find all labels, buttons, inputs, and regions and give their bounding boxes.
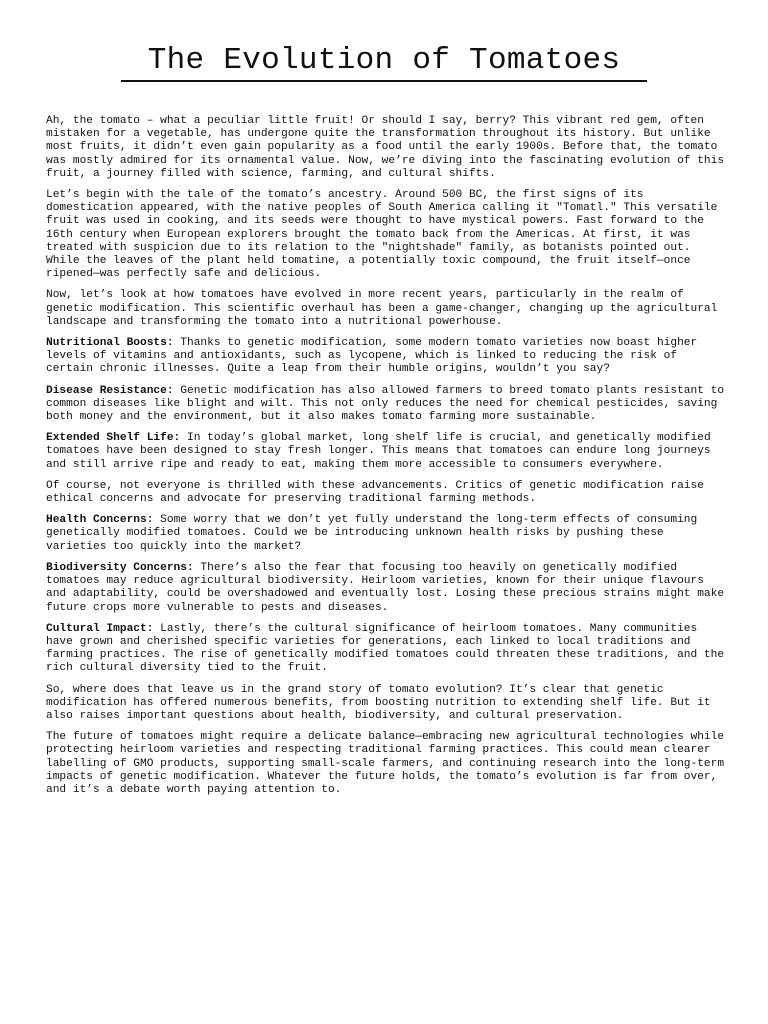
paragraph-text: The future of tomatoes might require a delicate balance—embracing new agricultural technologies while protecting heirloom varieties and respecting traditional farming practices. This could mean clearer labelling of GMO products, supporting small-scale farmers, and continuing research into the long-term impacts of genetic modification. Whatever the future holds, the tomato’s evolution is far from over, and it’s a debate worth paying attention to. <box>46 731 725 796</box>
paragraph-label: Disease Resistance: <box>46 384 174 397</box>
paragraph-ancestry <box>46 189 726 281</box>
paragraph-intro <box>46 115 726 181</box>
paragraph-label: Biodiversity Concerns: <box>46 561 194 574</box>
paragraph-extended-shelf-life <box>46 432 726 472</box>
paragraph-cultural-impact <box>46 623 726 676</box>
paragraph-future <box>46 731 726 797</box>
paragraph-text: Ah, the tomato – what a peculiar little fruit! Or should I say, berry? This vibrant red gem, often mistaken for a vegetable, has undergone quite the transformation throughout its history. But unlike most fruits, it didn’t even gain popularity as a food until the early 1900s. Before that, the tomato was mostly admired for its ornamental value. Now, we’re diving into the fascinating evolution of this fruit, a journey filled with science, farming, and cultural shifts. <box>46 115 725 180</box>
paragraph-label: Extended Shelf Life: <box>46 432 181 445</box>
paragraph-text: Now, let’s look at how tomatoes have evolved in more recent years, particularly in the realm of genetic modification. This scientific overhaul has been a game-changer, changing up the agricultural landscape and transforming the tomato into a nutritional powerhouse. <box>46 289 718 328</box>
paragraph-critics <box>46 480 726 506</box>
title-underline <box>121 80 647 82</box>
paragraph-text: Thanks to genetic modification, some modern tomato varieties now boast higher levels of vitamins and antioxidants, such as lycopene, which is linked to reducing the risk of certain chronic illnesses. Quite a leap from their humble origins, wouldn’t you say? <box>46 337 698 376</box>
paragraph-nutritional-boosts <box>46 337 726 377</box>
paragraph-recent-evolution <box>46 289 726 329</box>
document-title: The Evolution of Tomatoes <box>147 43 621 78</box>
paragraph-biodiversity-concerns <box>46 562 726 615</box>
paragraph-text: There’s also the fear that focusing too heavily on genetically modified tomatoes may reduce agricultural biodiversity. Heirloom varieties, known for their unique flavours and adaptability, could be overshadowed and eventually lost. Losing these precious strains might make future crops more vulnerable to pests and diseases. <box>46 561 725 614</box>
paragraph-text: Lastly, there’s the cultural significance of heirloom tomatoes. Many communities have grown and cherished specific varieties for generations, each linked to local traditions and farming practices. The rise of genetically modified tomatoes could threaten these traditions, and the rich cultural diversity tied to the fruit. <box>46 622 725 675</box>
document-body <box>46 115 726 805</box>
paragraph-text: Let’s begin with the tale of the tomato’s ancestry. Around 500 BC, the first signs of its domestication appeared, with the native peoples of South America calling it "Tomatl." This versatile fruit was used in cooking, and its seeds were thought to have mystical powers. Fast forward to the 16th century when European explorers brought the tomato back from the Americas. At first, it was treated with suspicion due to its relation to the "nightshade" family, as botanists pointed out. While the leaves of the plant held tomatine, a potentially toxic compound, the fruit itself—once ripened—was perfectly safe and delicious. <box>46 189 718 281</box>
paragraph-conclusion <box>46 684 726 724</box>
paragraph-text: Some worry that we don’t yet fully understand the long-term effects of consuming genetically modified tomatoes. Could we be introducing unknown health risks by pushing these varieties too quickly into the market? <box>46 514 698 553</box>
paragraph-text: In today’s global market, long shelf life is crucial, and genetically modified tomatoes have been designed to stay fresh longer. This means that tomatoes can endure long journeys and still arrive ripe and ready to eat, making them more accessible to consumers everywhere. <box>46 432 711 471</box>
paragraph-label: Cultural Impact: <box>46 622 154 635</box>
paragraph-text: Of course, not everyone is thrilled with these advancements. Critics of genetic modification raise ethical concerns and advocate for preserving traditional farming methods. <box>46 479 704 506</box>
paragraph-label: Health Concerns: <box>46 514 154 527</box>
paragraph-text: Genetic modification has also allowed farmers to breed tomato plants resistant to common diseases like blight and wilt. This not only reduces the need for chemical pesticides, saving both money and the environment, but it also makes tomato farming more sustainable. <box>46 384 725 424</box>
paragraph-health-concerns <box>46 514 726 554</box>
paragraph-label: Nutritional Boosts: <box>46 337 174 350</box>
paragraph-text: So, where does that leave us in the grand story of tomato evolution? It’s clear that genetic modification has offered numerous benefits, from boosting nutrition to extending shelf life. But it also raises important questions about health, biodiversity, and cultural preservation. <box>46 683 711 722</box>
paragraph-disease-resistance <box>46 385 726 425</box>
